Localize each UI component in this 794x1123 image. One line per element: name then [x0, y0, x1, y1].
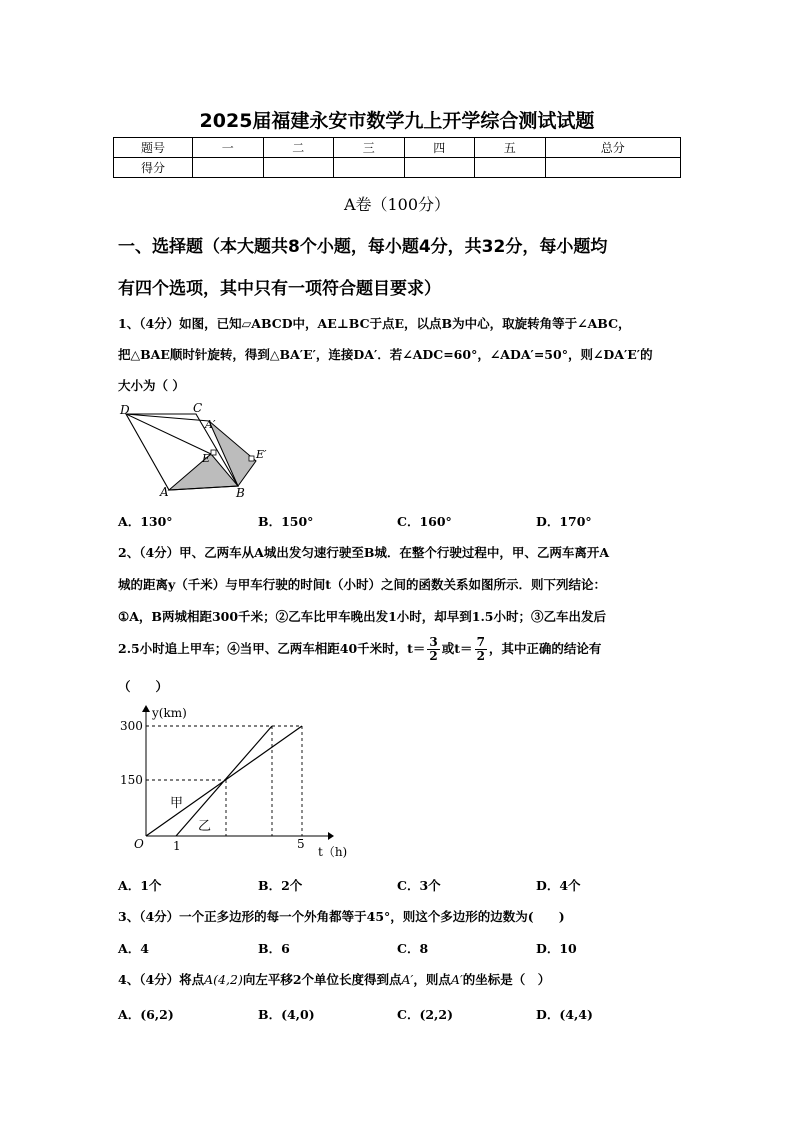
q4-point-a1: A′ [401, 972, 414, 987]
q4-post: ，则点 [413, 972, 451, 987]
q1-option-b: B．150° [258, 514, 314, 529]
label-a: A [160, 485, 169, 499]
label-d: D [120, 403, 130, 417]
q2-line1: 2、（4分）甲、乙两车从A城出发匀速行驶至B城．在整个行驶过程中，甲、乙两车离开A [118, 545, 610, 560]
label-e1: E′ [256, 448, 267, 461]
label-yi: 乙 [198, 819, 212, 834]
table-cell [334, 158, 405, 178]
table-cell: 题号 [114, 138, 193, 158]
q2-option-b: B．2个 [258, 878, 303, 893]
table-cell: 三 [334, 138, 405, 158]
right-angle-e1 [249, 456, 254, 461]
y-axis-label: y(km) [152, 706, 187, 720]
q2-option-a: A．1个 [118, 878, 162, 893]
y-axis-arrow [142, 705, 150, 712]
table-cell [475, 158, 546, 178]
fraction-denominator: 2 [429, 649, 438, 663]
part1-heading-line1: 一、选择题（本大题共8个小题，每小题4分，共32分，每小题均 [118, 237, 608, 257]
q2-line4 [118, 636, 601, 663]
line-yi [176, 726, 272, 836]
q3-option-a: A．4 [118, 941, 149, 956]
q2-line4-pre: 2.5小时追上甲车；④当甲、乙两车相距40千米时，t＝ [118, 641, 426, 656]
q4-option-b: B．(4,0) [258, 1007, 315, 1022]
q1-option-a: A．130° [118, 514, 173, 529]
table-cell: 二 [263, 138, 334, 158]
part1-heading-line2: 有四个选项，其中只有一项符合题目要求） [118, 279, 441, 299]
q1-line2: 把△BAE顺时针旋转，得到△BA′E′，连接DA′．若∠ADC=60°，∠ADA′=50°，则∠DA′E′的 [118, 347, 653, 362]
fraction-numerator: 7 [476, 635, 485, 649]
table-cell [404, 158, 475, 178]
q4-pre: 4、（4分）将点 [118, 972, 205, 987]
fraction-7-2 [475, 636, 487, 663]
table-cell [545, 158, 681, 178]
q4-option-d: D．(4,4) [536, 1007, 593, 1022]
tick-300: 300 [120, 719, 143, 733]
page-title: 2025届福建永安市数学九上开学综合测试试题 [199, 110, 595, 132]
q1-figure [110, 400, 280, 502]
x-axis-arrow [328, 832, 334, 840]
q4-mid: 向左平移2个单位长度得到点 [242, 972, 402, 987]
q3-option-c: C．8 [397, 941, 429, 956]
label-a1: A′ [205, 418, 216, 431]
table-cell: 五 [475, 138, 546, 158]
q3-text: 3、（4分）一个正多边形的每一个外角都等于45°，则这个多边形的边数为( ) [118, 909, 565, 924]
fraction-denominator: 2 [476, 649, 485, 663]
q1-line1: 1、（4分）如图，已知▱ABCD中，AE⊥BC于点E，以点B为中心，取旋转角等于∠ABC， [118, 316, 631, 331]
fraction-3-2 [427, 636, 439, 663]
q4-option-c: C．(2,2) [397, 1007, 454, 1022]
label-b: B [236, 486, 245, 500]
section-a-heading: A卷（100分） [343, 195, 451, 214]
q2-line4-post: ，其中正确的结论有 [488, 641, 602, 656]
tick-150: 150 [120, 773, 143, 787]
q4-point-a1-second: A′ [450, 972, 463, 987]
tick-5: 5 [297, 837, 305, 851]
q2-option-d: D．4个 [536, 878, 581, 893]
q4-text [118, 970, 550, 988]
q1-option-d: D．170° [536, 514, 592, 529]
q4-point-a: A(4,2) [204, 972, 243, 987]
q2-line5: （ ） [118, 679, 169, 694]
table-row [114, 138, 681, 158]
q1-line3: 大小为（ ） [118, 378, 185, 393]
table-cell: 得分 [114, 158, 193, 178]
q1-option-c: C．160° [397, 514, 452, 529]
right-angle-e [211, 450, 216, 455]
table-cell [263, 158, 334, 178]
q2-line4-mid: 或t＝ [441, 641, 473, 656]
table-cell [193, 158, 264, 178]
label-e: E [202, 452, 211, 465]
q2-line3: ①A，B两城相距300千米；②乙车比甲车晚出发1小时，却早到1.5小时；③乙车出发后 [118, 609, 607, 624]
score-table [113, 137, 681, 178]
q4-end: 的坐标是（ ） [462, 972, 551, 987]
table-row [114, 158, 681, 178]
table-cell: 一 [193, 138, 264, 158]
q2-option-c: C．3个 [397, 878, 441, 893]
table-cell: 四 [404, 138, 475, 158]
q2-line2: 城的距离y（千米）与甲车行驶的时间t（小时）之间的函数关系如图所示．则下列结论： [118, 577, 607, 592]
q3-option-b: B．6 [258, 941, 290, 956]
x-axis-label: t（h) [318, 845, 348, 859]
table-cell: 总分 [545, 138, 681, 158]
tick-1: 1 [173, 839, 181, 853]
q3-option-d: D．10 [536, 941, 577, 956]
q2-graph [118, 702, 358, 864]
label-c: C [193, 401, 203, 415]
fraction-numerator: 3 [429, 635, 438, 649]
q4-option-a: A．(6,2) [118, 1007, 174, 1022]
label-jia: 甲 [170, 796, 184, 811]
origin-label: O [134, 837, 144, 851]
